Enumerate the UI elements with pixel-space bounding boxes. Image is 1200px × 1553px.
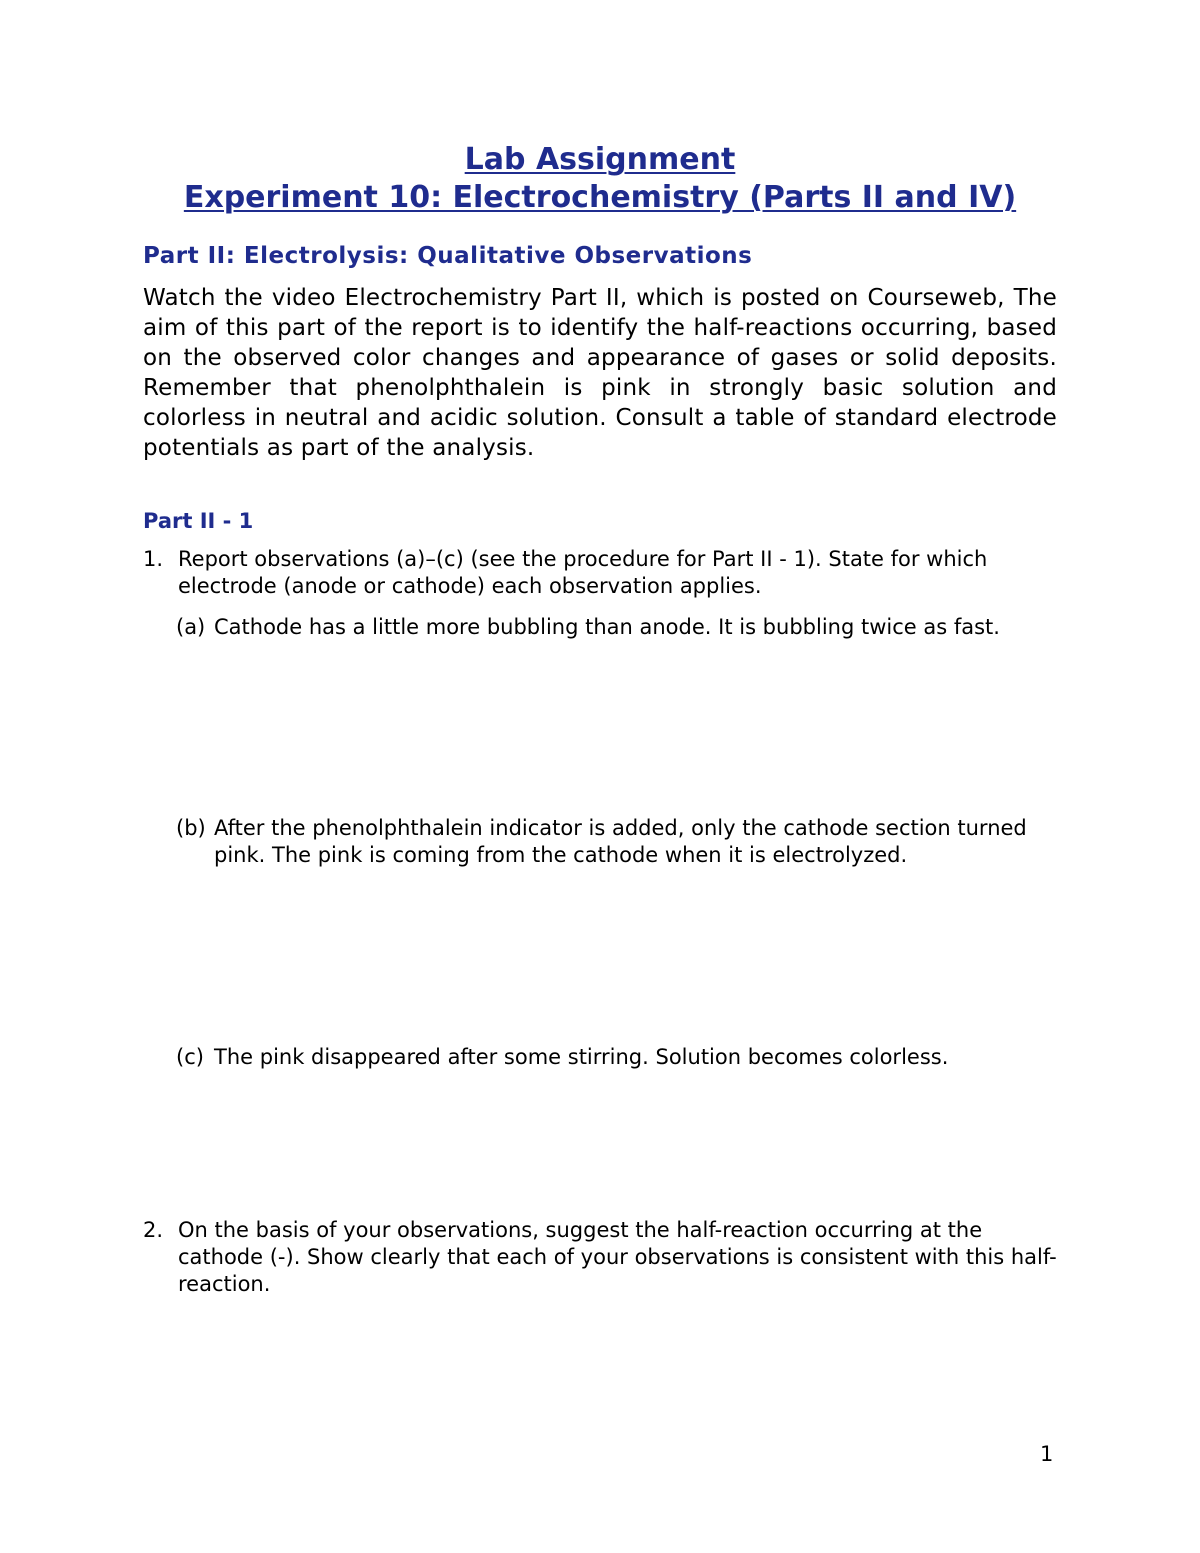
question-1 [143,546,1057,600]
question-number: 1. [143,547,164,571]
answer-c [176,1044,1046,1071]
answer-a [176,614,1046,641]
intro-paragraph: Watch the video Electrochemistry Part II, which is posted on Courseweb, The aim of this part of the report is to identify the half-reactions occurring, based on the observed color changes and appearance of gases or solid deposits. Remember that phenolphthalein is pink in strongly basic solution and colorless in neutral and acidic solution. Consult a table of standard electrode potentials as part of the analysis. [143,285,1057,461]
question-2 [143,1217,1057,1298]
page-number: 1 [1040,1442,1054,1466]
answer-text: The pink disappeared after some stirring. Solution becomes colorless. [214,1045,949,1069]
answer-label: (b) [176,816,206,840]
document-subtitle: Experiment 10: Electrochemistry (Parts II and IV) [183,180,1017,215]
question-number: 2. [143,1218,164,1242]
answer-b [176,815,1046,869]
answer-label: (a) [176,615,206,639]
answer-label: (c) [176,1045,204,1069]
answer-text: Cathode has a little more bubbling than anode. It is bubbling twice as fast. [214,615,1000,639]
section-heading: Part II: Electrolysis: Qualitative Observations [143,243,753,269]
part-subheading: Part II - 1 [143,509,254,533]
answer-text: After the phenolphthalein indicator is added, only the cathode section turned pink. The pink is coming from the cathode when it is electrolyzed. [214,816,1027,867]
document-title: Lab Assignment [464,142,736,177]
question-text: Report observations (a)–(c) (see the procedure for Part II - 1). State for which electrode (anode or cathode) each observation applies. [178,547,988,598]
question-text: On the basis of your observations, suggest the half-reaction occurring at the cathode (-). Show clearly that each of your observations is consistent with this half-reaction. [178,1218,1057,1296]
